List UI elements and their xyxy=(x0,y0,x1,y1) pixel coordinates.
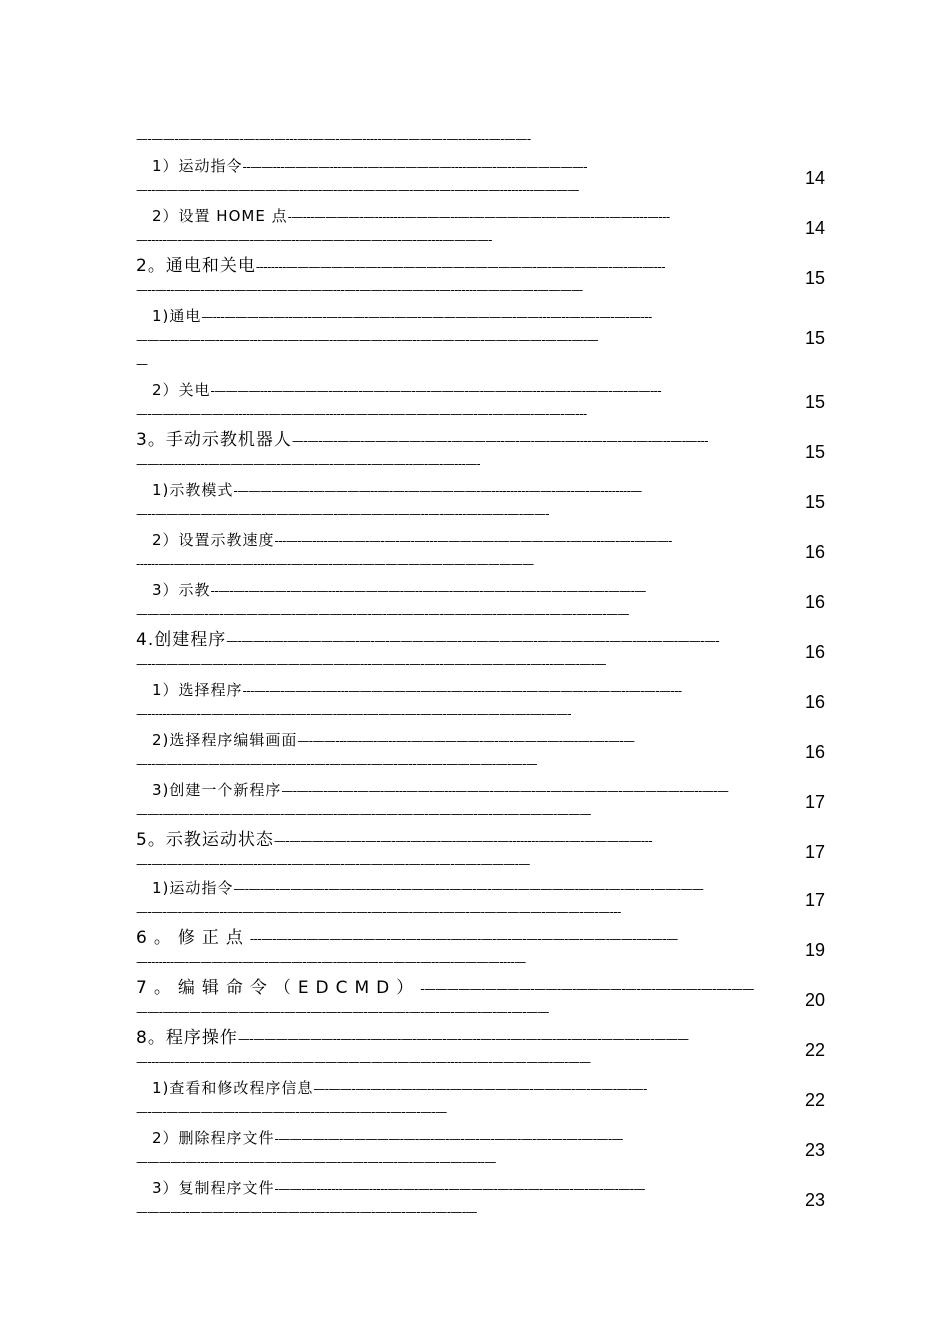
toc-entry-title: 3。手动示教机器人 xyxy=(136,430,292,450)
toc-entry-title: 1)查看和修改程序信息 xyxy=(152,1079,314,1097)
leader-dots: —------—-—-———-——-—-—-—-——-—-—-———-—-——-—-—-———-—-—-——- xyxy=(136,707,572,721)
toc-entry-title: 2)选择程序编辑画面 xyxy=(152,731,298,749)
toc-entry-line xyxy=(136,628,788,652)
page-number: 16 xyxy=(804,642,826,662)
page-number: 15 xyxy=(804,392,826,412)
toc-entry-title: 1）运动指令 xyxy=(152,157,243,175)
leader-dots: —-——-—-—-—-—-—--—-———————-——-—-—-——-—-—- xyxy=(313,1082,647,1096)
toc-entry-line xyxy=(152,204,788,228)
leader-dots: ---—-—----—-——-—-—-—-—---—————-——————-——---—-—-———- xyxy=(274,534,672,548)
leader-dots: ————--————-———-———-—-—-—-—-—-—-—-—-—-—-— xyxy=(136,1205,477,1219)
leader-dots: ---—-—-—-———————-—-—-—-—-—-—-—-—-—-—-——-—-——-——-—-—-— xyxy=(249,932,678,946)
leader-dots: — xyxy=(136,357,148,371)
toc-entry-title: 1)示教模式 xyxy=(152,481,234,499)
toc-entry-line xyxy=(152,678,788,702)
leader-dots: --—-—-—-——-——-—----—————-—--—-—-—-—-——-—-—-——-——-—-——-— xyxy=(210,584,646,598)
leader-dots: --——---————---——-—-——————----—-—-—--——————- xyxy=(242,160,588,174)
leader-dots: -————-——-—————--—-—-——————-—----------——-—--—-—--------— xyxy=(233,484,642,498)
page-number: 16 xyxy=(804,542,826,562)
leader-dots: -————-—-—————-—-—-—-—-—-—-——-—-—-—-—-—-—-— xyxy=(274,1132,623,1146)
page-number: 14 xyxy=(804,168,826,188)
leader-dots: —-—-—-————-——-—-—-—-————-——-—-——-—————-—-—-—-—-—-——-—— xyxy=(233,882,704,896)
toc-entry-line xyxy=(136,254,788,278)
leader-dots: -————---—————-—-—-——-——-—-———-—-———-—---——-—-——-—-——--- xyxy=(210,384,662,398)
page-number: 23 xyxy=(804,1190,826,1210)
leader-dots: —-——---—-—-—--—-——————-—-—-————-—-—-—-—-— xyxy=(297,734,635,748)
leader-dots: —--——-—-———-—-——-—--—--—-——-—-——-—--—-—-————-—-—-— xyxy=(136,757,538,771)
leader-dots: -—————-————-——-—-————-—-—-—-—-—-—-—-—— xyxy=(420,982,754,996)
leader-dots: —--—--—-—-—-—-——-—-—————---—-——-—-———-—-------—————-———— xyxy=(136,283,583,297)
leader-dots: —-———————--—-—-—-—-—-—-—-—-—--—-—-—-—-—-—-—-—-———-—-——— xyxy=(237,1032,689,1046)
toc-entry-line xyxy=(136,428,788,452)
toc-entry-line xyxy=(136,926,788,950)
leader-dots: —--————-————-————--—-—-—-—————-——-—-—---——---------———— xyxy=(136,183,579,197)
leader-dots: ——-—-———-———-—-—-——-—-—-——-—-——-—-—-—-——-—-—-—-—— xyxy=(136,1005,549,1019)
toc-entry-title: 7。编辑命令（EDCMD） xyxy=(136,978,421,998)
leader-dots: —-——--—-——————-—-—-——————-—-—————-——————-——-—-——-——-—- xyxy=(226,634,720,648)
toc-entry-title: 1）选择程序 xyxy=(152,681,243,699)
toc-entry-title: 3)创建一个新程序 xyxy=(152,781,282,799)
leader-dots: —-—-—-——-—————-——-————--—-—-—-—-—----—-—-—-—-—--—-—--- xyxy=(291,434,709,448)
toc-entry-line xyxy=(152,154,788,178)
toc-entry-title: 3）复制程序文件 xyxy=(152,1179,275,1197)
toc-entry-title: 4.创建程序 xyxy=(136,630,227,650)
toc-entry-title: 2）设置 HOME 点 xyxy=(152,207,288,225)
toc-entry-title: 6。修正点 xyxy=(136,928,250,948)
leader-dots: —-—————-—-—-—-—-—-—-—-—-——-—--------—-—-—-—————--- xyxy=(273,834,653,848)
toc-entry-line xyxy=(136,828,788,852)
leader-dots: ---—-—-——-—-—---——————-—-—-——---—-——-—————-———--—-—-—--- xyxy=(242,684,682,698)
leader-dots: ——-—---—---——————-———-—-———-———--—-—-—---—- xyxy=(136,457,481,471)
toc-entry-line xyxy=(152,876,788,900)
leader-dots: ——-—-—-—-—————-—-———-—-———-——-——-————-—-—-————-——— xyxy=(136,807,591,821)
leader-dots: —-—-—-——-—--—-—————-———-—-—-—-——-—-—-——-—-—————-———-—-—--- xyxy=(136,905,621,919)
leader-dots: —---————-—--—--—-—-——-——-——-————————-——---—--—-—-—-—-—--- xyxy=(201,310,652,324)
toc-entry-title: 2。通电和关电 xyxy=(136,256,256,276)
toc-entry-line xyxy=(136,1026,788,1050)
toc-entry-line xyxy=(152,778,788,802)
page-number: 16 xyxy=(804,592,826,612)
page-number: 15 xyxy=(804,268,826,288)
leader-dots: —--——————-—-—————————-—---———-—-—--——-—————-—---——-—-— xyxy=(136,657,606,671)
page-number: 16 xyxy=(804,692,826,712)
page-number: 16 xyxy=(804,742,826,762)
toc-entry-title: 2）关电 xyxy=(152,381,211,399)
page-number: 19 xyxy=(804,940,826,960)
toc-entry-line xyxy=(152,478,788,502)
toc-entry-title: 1)运动指令 xyxy=(152,879,234,897)
toc-entry-line xyxy=(152,1126,788,1150)
toc-entry-title: 8。程序操作 xyxy=(136,1028,238,1048)
leader-dots: —-------—-———-—-——-———-—-—-—-—-—-———-—--—-————----— xyxy=(136,955,526,969)
leader-dots: -—---————-—--------————--—-——————-————-—-——----—--- xyxy=(287,210,670,224)
toc-entry-line xyxy=(152,1176,788,1200)
leader-dots: —-----—-——————-——-—--—————-——-—-—-—----————- xyxy=(136,233,492,247)
page-number: 20 xyxy=(804,990,826,1010)
page-number: 22 xyxy=(804,1090,826,1110)
toc-entry-title: 3）示教 xyxy=(152,581,211,599)
leader-dots: —-—-—-—-—-——-—---——-—---———-—-——-—-——————-—————-—--—-— xyxy=(281,784,729,798)
leader-dots: —-—-—-——-—--—-—--—-—-———-—-—-————-—-—-—-——-———-— xyxy=(136,857,530,871)
page-number: 17 xyxy=(804,890,826,910)
page-number: 22 xyxy=(804,1040,826,1060)
toc-entry-title: 1)通电 xyxy=(152,307,202,325)
page-number: 15 xyxy=(804,492,826,512)
toc-entry-line xyxy=(136,976,788,1000)
toc-entry-line xyxy=(152,1076,788,1100)
toc-entry-title: 2）设置示教速度 xyxy=(152,531,275,549)
toc-entry-line xyxy=(152,378,788,402)
toc-entry-line xyxy=(152,528,788,552)
leader-dots: ------—-—-—-——-——------—-——-—-—-—-——————————————— xyxy=(136,557,534,571)
leader-dots: ———--——-—--—-—---——-—-—-—--————-—-—--————-—-—————-——-—-— xyxy=(136,333,598,347)
leader-dots: --------————————-—————-————————-—-—————-—-—-—--- xyxy=(255,260,665,274)
leader-dots: —-——-—————-----—-—————-----————-———————-—-——-—-—-—-—--- xyxy=(136,407,587,421)
leader-dots: ——————-—-——————-—————-—-—-—-——-—-——-——-—-———-——-—-—-—— xyxy=(136,607,629,621)
leader-dots: ————-—---—-—-—-——-—————-——-—-—-—-——-——-—--— xyxy=(136,1155,496,1169)
page-number: 14 xyxy=(804,218,826,238)
leader-dots: -——-—-------—-—-----—-—-—-—-————-—-—-—-—-—-—-—-—-—-— xyxy=(274,1182,645,1196)
page-number: 15 xyxy=(804,328,826,348)
toc-entry-line xyxy=(152,304,788,328)
page-number: 17 xyxy=(804,792,826,812)
toc-entry-line xyxy=(152,728,788,752)
toc-entry-line xyxy=(152,578,788,602)
leader-dots: —-——-————-—-—-—-—---—-——-——-----—-————-—--—---—-——- xyxy=(136,132,531,146)
toc-entry-title: 2）删除程序文件 xyxy=(152,1129,275,1147)
page-number: 23 xyxy=(804,1140,826,1160)
leader-dots: —--—————-————-——————-—————-——--—-—---—-——-—-——- xyxy=(136,507,550,521)
leader-dots: —---—-—-—-——-—--—-—-——————————-———-—----—-—-—————-—-—— xyxy=(136,1055,591,1069)
page-number: 17 xyxy=(804,842,826,862)
page-number: 15 xyxy=(804,442,826,462)
leader-dots: —-—-——————-—————-—-—-—-—-—-—-—-—-—-— xyxy=(136,1105,447,1119)
toc-entry-title: 5。示教运动状态 xyxy=(136,830,274,850)
